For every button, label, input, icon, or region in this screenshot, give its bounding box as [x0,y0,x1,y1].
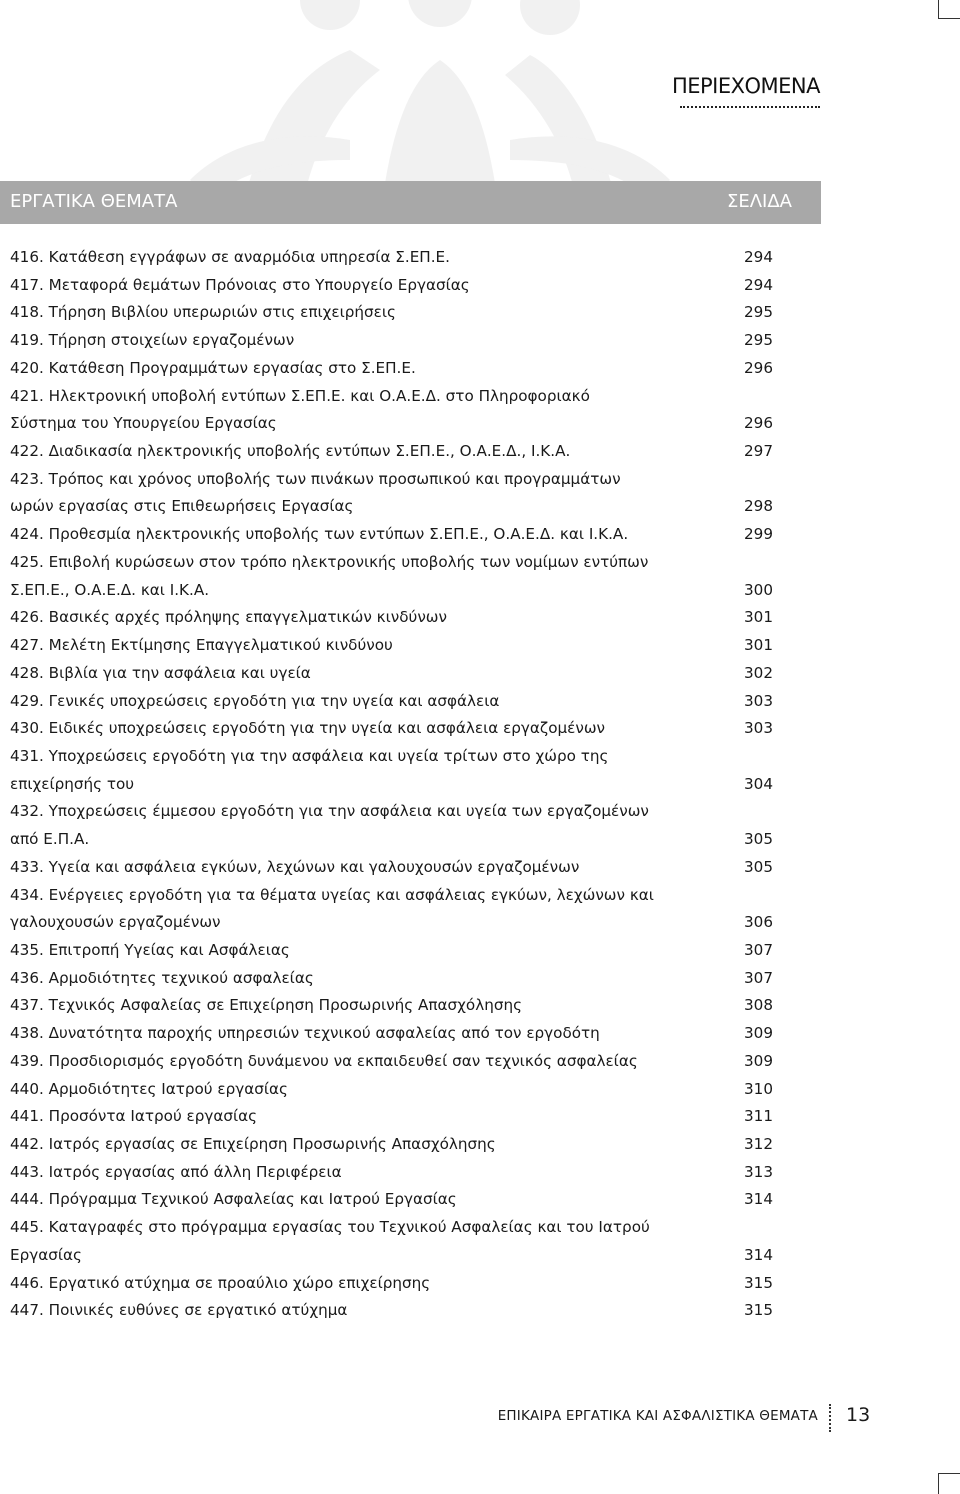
toc-entry-text: από Ε.Π.Α. [10,830,90,849]
toc-entry-page: 295 [744,303,773,322]
toc-entry-text: 427. Μελέτη Εκτίμησης Επαγγελματικού κινδύνου [10,636,393,655]
toc-entry-page: 315 [744,1273,773,1292]
page-column-label: ΣΕΛΙΔΑ [727,191,792,212]
toc-entry-text: 443. Ιατρός εργασίας από άλλη Περιφέρεια [10,1162,342,1181]
crop-mark-bottom-horizontal [938,1473,960,1474]
toc-entry-text: 436. Αρμοδιότητες τεχνικού ασφαλείας [10,968,314,987]
toc-entry-page: 310 [744,1079,773,1098]
toc-entry-text: 439. Προσδιορισμός εργοδότη δυνάμενου να εκπαιδευθεί σαν τεχνικός ασφαλείας [10,1051,638,1070]
toc-entry-page: 314 [744,1245,773,1264]
toc-entry-page: 305 [744,857,773,876]
toc-entry-text: Εργασίας [10,1245,82,1264]
toc-line [10,327,773,355]
page-footer [0,1404,960,1434]
toc-entry-page: 307 [744,968,773,987]
toc-line [10,299,773,327]
toc-line [10,909,773,937]
toc-entry-page: 315 [744,1301,773,1320]
toc-entry-page: 305 [744,830,773,849]
toc-entry-text: Σύστημα του Υπουργείου Εργασίας [10,414,277,433]
toc-line [10,438,773,466]
toc-line [10,937,773,965]
toc-line [10,688,773,716]
toc-entry-page: 314 [744,1190,773,1209]
toc-line [10,549,773,577]
toc-line [10,383,773,411]
toc-entry-page: 299 [744,525,773,544]
toc-entry-text: 431. Υποχρεώσεις εργοδότη για την ασφάλεια και υγεία τρίτων στο χώρο της [10,746,609,765]
toc-entry-page: 298 [744,497,773,516]
toc-entry-page: 294 [744,275,773,294]
toc-entry-text: 420. Κατάθεση Προγραμμάτων εργασίας στο Σ.ΕΠ.Ε. [10,358,416,377]
toc-entry-text: 429. Γενικές υποχρεώσεις εργοδότη για την υγεία και ασφάλεια [10,691,500,710]
toc-line [10,410,773,438]
toc-entry-text: ωρών εργασίας στις Επιθεωρήσεις Εργασίας [10,497,354,516]
toc-line [10,521,773,549]
section-title: ΕΡΓΑΤΙΚΑ ΘΕΜΑΤΑ [10,191,178,212]
toc-entry-page: 301 [744,608,773,627]
toc-entry-page: 300 [744,580,773,599]
toc-entry-page: 309 [744,1051,773,1070]
toc-entry-page: 294 [744,248,773,266]
toc-line [10,577,773,605]
toc-entry-page: 301 [744,636,773,655]
toc-entry-page: 304 [744,774,773,793]
toc-entry-page: 309 [744,1024,773,1043]
toc-line [10,272,773,300]
toc-line [10,1242,773,1270]
toc-entry-page: 296 [744,358,773,377]
toc-line [10,493,773,521]
toc-entry-text: 440. Αρμοδιότητες Ιατρού εργασίας [10,1079,288,1098]
toc-entry-page: 297 [744,442,773,461]
toc-line [10,743,773,771]
crop-mark-top-horizontal [938,18,960,19]
toc-line [10,882,773,910]
toc-line [10,1159,773,1187]
toc-line [10,244,773,272]
toc-line [10,1076,773,1104]
toc-entry-text: 428. Βιβλία για την ασφάλεια και υγεία [10,663,311,682]
toc-line [10,604,773,632]
toc-entry-text: 447. Ποινικές ευθύνες σε εργατικό ατύχημα [10,1301,348,1320]
toc-line [10,466,773,494]
crop-mark-bottom-vertical [938,1473,939,1494]
toc-entry-text: 416. Κατάθεση εγγράφων σε αναρμόδια υπηρεσία Σ.ΕΠ.Ε. [10,248,450,266]
toc-entry-text: 438. Δυνατότητα παροχής υπηρεσιών τεχνικού ασφαλείας από τον εργοδότη [10,1024,600,1043]
toc-line [10,1270,773,1298]
toc-line [10,1297,773,1325]
toc-entry-text: 426. Βασικές αρχές πρόληψης επαγγελματικών κινδύνων [10,608,448,627]
toc-line [10,1131,773,1159]
toc-entry-text: 446. Εργατικό ατύχημα σε προαύλιο χώρο επιχείρησης [10,1273,431,1292]
toc-entry-text: 433. Υγεία και ασφάλεια εγκύων, λεχώνων και γαλουχουσών εργαζομένων [10,857,580,876]
footer-publication-title: ΕΠΙΚΑΙΡΑ ΕΡΓΑΤΙΚΑ ΚΑΙ ΑΣΦΑΛΙΣΤΙΚΑ ΘΕΜΑΤΑ [497,1408,818,1424]
page-title: ΠΕΡΙΕΧΟΜΕΝΑ [671,74,820,98]
toc-line [10,355,773,383]
toc-entry-page: 312 [744,1135,773,1153]
toc-line [10,1214,773,1242]
toc-line [10,1103,773,1131]
toc-line [10,826,773,854]
toc-entry-text: 434. Ενέργειες εργοδότη για τα θέματα υγείας και ασφάλειας εγκύων, λεχώνων και [10,885,654,904]
toc-entry-page: 307 [744,940,773,959]
crop-mark-top-vertical [938,0,939,18]
toc-entry-text: 418. Τήρηση Βιβλίου υπερωριών στις επιχειρήσεις [10,303,396,322]
toc-entry-text: 444. Πρόγραμμα Τεχνικού Ασφαλείας και Ιατρού Εργασίας [10,1190,457,1209]
toc-entry-text: 421. Ηλεκτρονική υποβολή εντύπων Σ.ΕΠ.Ε. και Ο.Α.Ε.Δ. στο Πληροφοριακό [10,386,590,405]
toc-line [10,854,773,882]
toc-entry-text: 417. Μεταφορά θεμάτων Πρόνοιας στο Υπουργείο Εργασίας [10,275,470,294]
toc-entry-text: 437. Τεχνικός Ασφαλείας σε Επιχείρηση Προσωρινής Απασχόλησης [10,996,522,1015]
toc-entry-text: Σ.ΕΠ.Ε., Ο.Α.Ε.Δ. και Ι.Κ.Α. [10,580,210,599]
toc-entry-text: 430. Ειδικές υποχρεώσεις εργοδότη για την υγεία και ασφάλεια εργαζομένων [10,719,606,738]
toc-entry-text: 423. Τρόπος και χρόνος υποβολής των πινάκων προσωπικού και προγραμμάτων [10,469,621,488]
toc-entry-page: 302 [744,663,773,682]
toc-entry-page: 303 [744,691,773,710]
toc-entry-text: 419. Τήρηση στοιχείων εργαζομένων [10,331,295,350]
table-of-contents [10,244,773,1325]
toc-line [10,992,773,1020]
toc-line [10,965,773,993]
toc-entry-page: 313 [744,1162,773,1181]
footer-dotted-separator [829,1404,831,1432]
toc-line [10,1048,773,1076]
toc-line [10,1020,773,1048]
toc-line [10,1186,773,1214]
toc-line [10,715,773,743]
toc-line [10,632,773,660]
toc-line [10,798,773,826]
toc-entry-text: 445. Καταγραφές στο πρόγραμμα εργασίας του Τεχνικού Ασφαλείας και του Ιατρού [10,1218,650,1237]
toc-entry-text: 441. Προσόντα Ιατρού εργασίας [10,1107,258,1126]
toc-entry-text: 432. Υποχρεώσεις έμμεσου εργοδότη για την ασφάλεια και υγεία των εργαζομένων [10,802,649,821]
toc-entry-text: 442. Ιατρός εργασίας σε Επιχείρηση Προσωρινής Απασχόλησης [10,1135,496,1153]
toc-entry-page: 296 [744,414,773,433]
toc-entry-page: 303 [744,719,773,738]
toc-entry-page: 295 [744,331,773,350]
toc-entry-text: 435. Επιτροπή Υγείας και Ασφάλειας [10,940,290,959]
toc-entry-text: 425. Επιβολή κυρώσεων στον τρόπο ηλεκτρονικής υποβολής των νομίμων εντύπων [10,552,649,571]
toc-entry-text: γαλουχουσών εργαζομένων [10,913,221,932]
toc-entry-text: 422. Διαδικασία ηλεκτρονικής υποβολής εντύπων Σ.ΕΠ.Ε., Ο.Α.Ε.Δ., Ι.Κ.Α. [10,442,571,461]
toc-entry-page: 308 [744,996,773,1015]
section-header-bar [0,181,821,224]
toc-line [10,771,773,799]
toc-entry-page: 311 [744,1107,773,1126]
title-dotted-rule [680,106,820,108]
toc-entry-text: 424. Προθεσμία ηλεκτρονικής υποβολής των εντύπων Σ.ΕΠ.Ε., Ο.Α.Ε.Δ. και Ι.Κ.Α. [10,525,629,544]
toc-line [10,660,773,688]
footer-page-number: 13 [846,1404,871,1426]
toc-entry-text: επιχείρησής του [10,774,135,793]
toc-entry-page: 306 [744,913,773,932]
